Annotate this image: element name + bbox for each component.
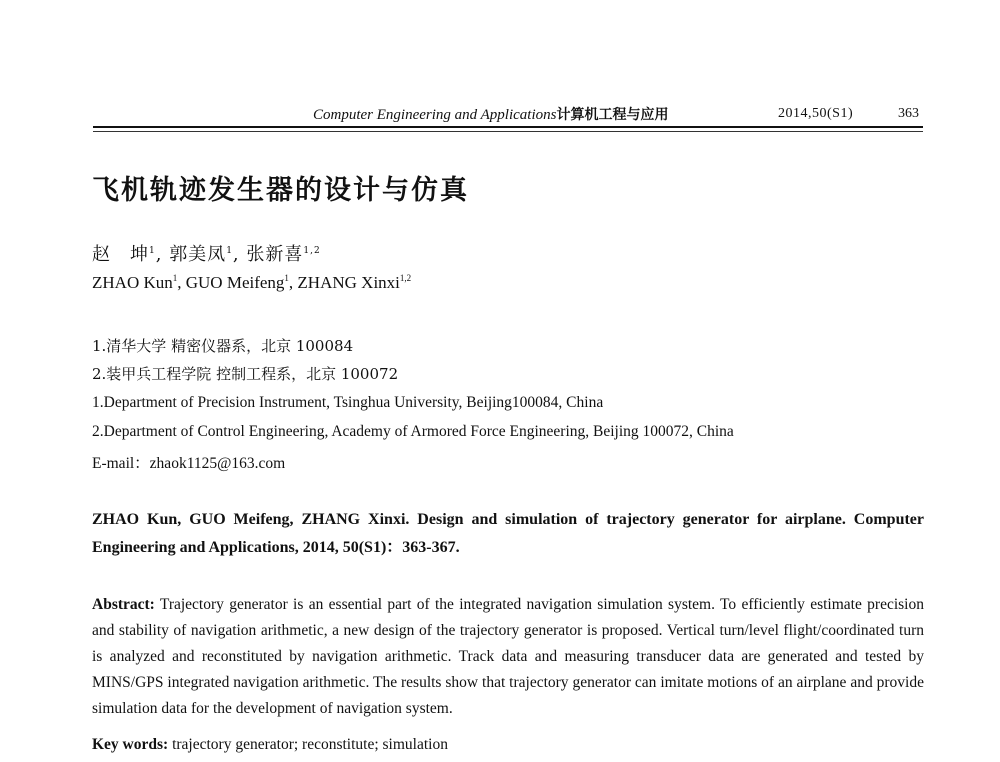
author-affiliation-mark: 1,2 [303, 246, 321, 256]
authors-en: ZHAO Kun$^1$, GUO Meifeng$^1$, ZHANG Xinxi$^{1,2}$ [92, 273, 412, 292]
author-en: GUO Meifeng [185, 273, 285, 292]
author-cn: 郭美凤 [169, 244, 227, 265]
authors-cn: 赵 坤$^1$, 郭美凤$^1$, 张新喜$^{1,2}$ [92, 244, 321, 265]
affiliation-en-1: 1.Department of Precision Instrument, Tsinghua University, Beijing100084, China [92, 394, 604, 411]
issue-info: 2014,50(S1) [778, 106, 854, 121]
header-rule [93, 126, 923, 128]
running-header-journal [313, 104, 713, 124]
author-affiliation-mark: 1 [226, 246, 233, 256]
page-number: 363 [898, 106, 919, 121]
paper-title: 飞机轨迹发生器的设计与仿真 [92, 175, 469, 206]
citation: ZHAO Kun, GUO Meifeng, ZHANG Xinxi. Design and simulation of trajectory generator for airplane. Computer Engineering and Applications, 2014, 50(S1)：363-367. [92, 511, 924, 556]
keywords [92, 736, 448, 754]
journal-name-en: Computer Engineering and Applications [313, 107, 557, 123]
author-cn: 赵 坤 [92, 244, 149, 265]
affiliation-cn-1: 1.清华大学 精密仪器系，北京 100084 [92, 337, 354, 355]
header-rule-thin [93, 131, 923, 132]
keywords-text: trajectory generator; reconstitute; simulation [172, 736, 448, 753]
author-affiliation-mark: 1 [172, 273, 178, 283]
journal-name-cn: 计算机工程与应用 [556, 107, 669, 123]
author-en: ZHANG Xinxi [297, 273, 400, 292]
abstract-text: Trajectory generator is an essential part of the integrated navigation simulation system. To efficiently estimate precision and stability of navigation arithmetic, a new design of the trajectory generator is proposed. Vertical turn/level flight/coordinated turn is analyzed and reconstituted by navigation arithmetic. Track data and measuring transducer data are generated and tested by MINS/GPS integrated navigation arithmetic. The results show that trajectory generator can imitate motions of an airplane and provide simulation data for the development of navigation system. [92, 596, 924, 717]
keywords-label: Key words: [92, 736, 169, 753]
author-en: ZHAO Kun [92, 273, 173, 292]
affiliation-en-2: 2.Department of Control Engineering, Academy of Armored Force Engineering, Beijing 100072, China [92, 423, 734, 440]
abstract [92, 592, 924, 722]
abstract-label: Abstract: [92, 596, 155, 613]
author-affiliation-mark: 1,2 [399, 273, 412, 283]
author-cn: 张新喜 [246, 244, 304, 265]
affiliation-cn-2: 2.装甲兵工程学院 控制工程系，北京 100072 [92, 365, 399, 383]
author-affiliation-mark: 1 [284, 273, 289, 283]
author-affiliation-mark: 1 [149, 246, 156, 256]
email: E-mail：zhaok1125@163.com [92, 455, 286, 472]
